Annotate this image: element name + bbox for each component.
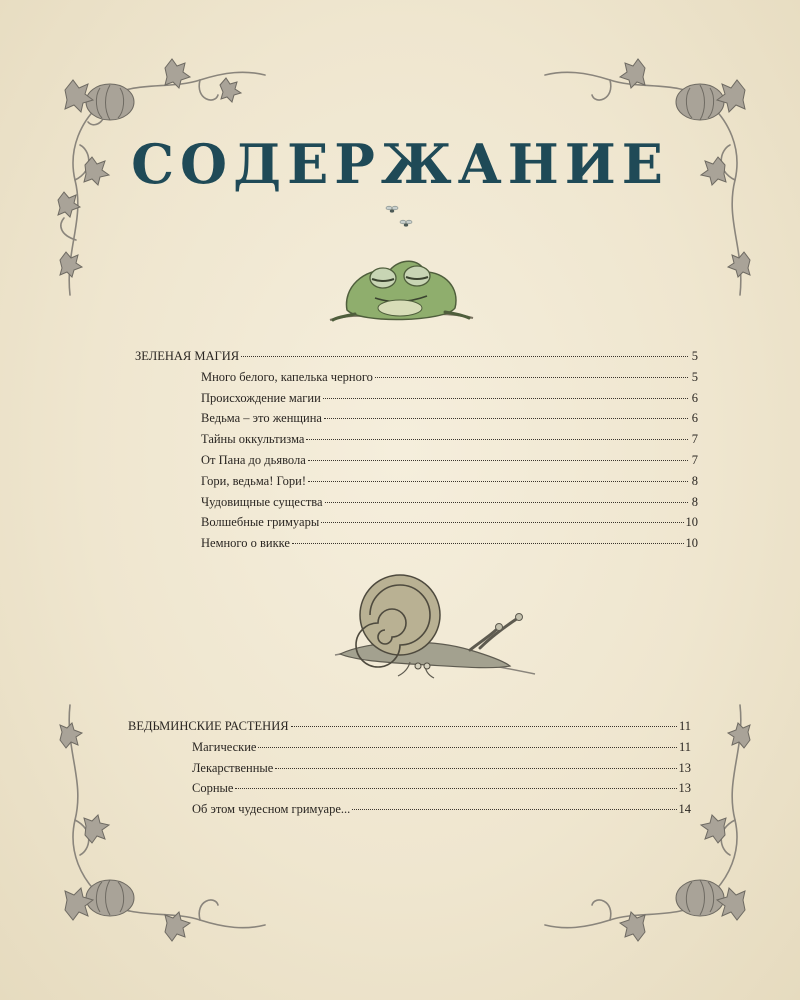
toc-page-number: 11 [678,739,691,754]
toc-entry[interactable] [135,512,698,533]
toc-label: Об этом чудесном гримуаре... [192,802,351,817]
toc-entry[interactable] [128,778,691,799]
toc-section-heading[interactable] [135,346,698,367]
dot-leader [308,459,688,461]
toc-entry[interactable] [135,450,698,471]
toc-page-number: 7 [691,432,698,447]
toc-label: ЗЕЛЕНАЯ МАГИЯ [135,349,240,363]
toc-page-number: 6 [691,411,698,426]
dot-leader [308,480,688,482]
dot-leader [291,725,677,727]
toc-label: Чудовищные существа [201,494,323,509]
dot-leader [321,521,683,523]
toc-page-number: 5 [691,369,698,384]
toc-label: Магические [192,739,257,754]
dot-leader [241,355,688,357]
frog-icon [325,250,475,335]
toc-label: Лекарственные [192,760,274,775]
toc-entry[interactable] [135,388,698,409]
toc-label: Много белого, капелька черного [201,369,373,384]
toc-entry[interactable] [135,492,698,513]
toc-entry[interactable] [128,799,691,820]
toc-label: Тайны оккультизма [201,432,305,447]
toc-section-witch-plants [128,716,691,820]
toc-page-number: 8 [691,473,698,488]
toc-entry[interactable] [135,429,698,450]
toc-entry[interactable] [128,758,691,779]
toc-entry[interactable] [135,408,698,429]
snail-icon [330,570,540,695]
dot-leader [235,787,676,789]
toc-page-number: 13 [678,781,691,796]
toc-entry[interactable] [135,533,698,554]
toc-page-number: 8 [691,494,698,509]
dot-leader [325,501,688,503]
dot-leader [324,417,688,419]
toc-label: ВЕДЬМИНСКИЕ РАСТЕНИЯ [128,719,289,733]
toc-page-number: 7 [691,452,698,467]
dot-leader [352,808,676,810]
toc-label: Происхождение магии [201,390,321,405]
dot-leader [275,767,676,769]
toc-page-number: 6 [691,390,698,405]
toc-page-number: 14 [678,802,691,817]
toc-label: Волшебные гримуары [201,515,320,530]
toc-label: Сорные [192,781,234,796]
dot-leader [323,397,688,399]
dot-leader [258,746,676,748]
toc-section-heading[interactable] [128,716,691,737]
toc-entry[interactable] [128,737,691,758]
toc-page-number: 10 [685,515,698,530]
toc-label: Гори, ведьма! Гори! [201,473,306,488]
page-title: СОДЕРЖАНИЕ [131,132,669,196]
toc-page-number: 13 [678,760,691,775]
toc-section-green-magic [135,346,698,554]
flies-icon [380,203,420,233]
toc-label: От Пана до дьявола [201,452,306,467]
toc-entry[interactable] [135,471,698,492]
toc-entry[interactable] [135,367,698,388]
toc-page-number: 10 [685,536,698,551]
dot-leader [292,542,684,544]
toc-label: Ведьма – это женщина [201,411,322,426]
dot-leader [306,438,688,440]
dot-leader [375,376,688,378]
toc-page-number: 11 [678,719,691,733]
toc-page-number: 5 [691,349,698,363]
toc-label: Немного о викке [201,536,290,551]
